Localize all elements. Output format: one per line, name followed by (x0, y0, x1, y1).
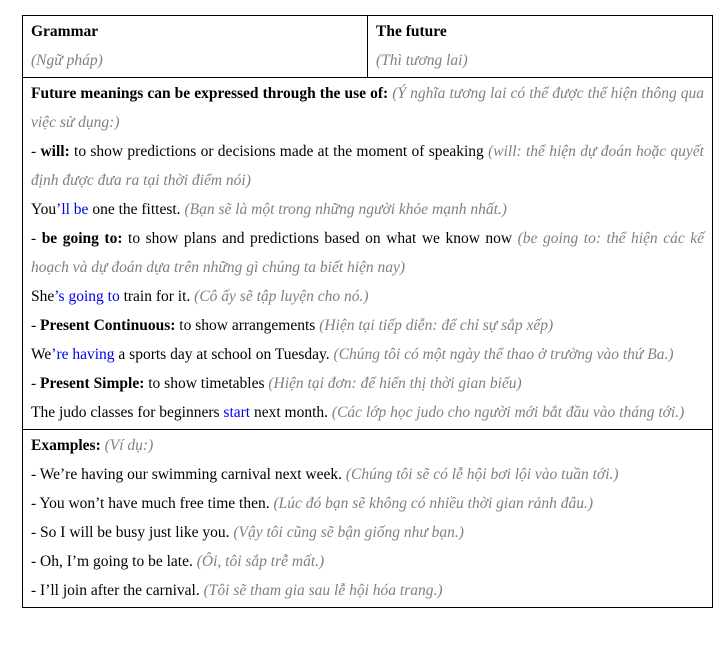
example-item-vi: (Lúc đó bạn sẽ không có nhiều thời gian rảnh đâu.) (273, 495, 594, 512)
examples-title-vi: (Ví dụ:) (104, 437, 154, 454)
use-term: Present Simple: (40, 375, 145, 392)
example-will (31, 195, 704, 224)
example-highlight: ’ll be (56, 201, 89, 218)
example-item-vi: (Tôi sẽ tham gia sau lễ hội hóa trang.) (203, 582, 443, 599)
use-dash: - (31, 230, 42, 247)
topic-title: The future (376, 23, 447, 40)
example-vi: (Các lớp học judo cho người mới bắt đầu vào tháng tới.) (331, 404, 685, 421)
example-pre: We (31, 346, 52, 363)
use-vi: (be going to: thể hiện các kế hoạch và dự đoán dựa trên những gì chúng ta biết hiện nay) (31, 230, 704, 276)
examples-heading (31, 431, 704, 460)
example-item-en: - You won’t have much free time then. (31, 495, 274, 512)
use-term: be going to: (41, 230, 123, 247)
example-item (31, 576, 704, 605)
use-dash: - (31, 375, 41, 392)
example-be-going-to (31, 282, 704, 311)
example-post: next month. (250, 404, 332, 421)
grammar-subtitle: (Ngữ pháp) (31, 52, 103, 69)
intro-en: Future meanings can be expressed through the use of: (31, 85, 389, 102)
example-pre: You (31, 201, 57, 218)
header-row (23, 16, 713, 78)
use-vi: (Hiện tại đơn: để hiển thị thời gian biểu) (268, 375, 522, 392)
usage-row (23, 78, 713, 430)
example-vi: (Bạn sẽ là một trong những người khỏe mạnh nhất.) (184, 201, 507, 218)
header-left-cell (23, 16, 368, 78)
example-present-continuous (31, 340, 704, 369)
examples-title: Examples: (31, 437, 101, 454)
use-desc: to show plans and predictions based on what we know now (122, 230, 518, 247)
usage-cell (23, 78, 713, 430)
use-vi: (Hiện tại tiếp diễn: để chỉ sự sắp xếp) (319, 317, 554, 334)
example-item-en: - Oh, I’m going to be late. (31, 553, 197, 570)
example-item-vi: (Vậy tôi cũng sẽ bận giống như bạn.) (233, 524, 464, 541)
use-dash: - (31, 317, 41, 334)
use-will (31, 137, 704, 195)
use-term: Present Continuous: (40, 317, 176, 334)
example-pre: She (31, 288, 55, 305)
grammar-table (22, 15, 713, 608)
example-item-vi: (Chúng tôi sẽ có lễ hội bơi lội vào tuần tới.) (345, 466, 619, 483)
example-present-simple (31, 398, 704, 427)
example-item (31, 460, 704, 489)
example-item (31, 518, 704, 547)
intro-paragraph (31, 79, 704, 137)
use-desc: to show arrangements (175, 317, 320, 334)
use-present-continuous (31, 311, 704, 340)
example-vi: (Cô ấy sẽ tập luyện cho nó.) (194, 288, 369, 305)
example-item-en: - I’ll join after the carnival. (31, 582, 204, 599)
example-highlight: ’s going to (54, 288, 120, 305)
example-post: one the fittest. (88, 201, 185, 218)
example-item (31, 489, 704, 518)
example-post: train for it. (119, 288, 195, 305)
grammar-title: Grammar (31, 23, 99, 40)
intro-vi: (Ý nghĩa tương lai có thể được thể hiện thông qua việc sử dụng:) (31, 85, 705, 131)
example-highlight: start (223, 404, 251, 421)
example-pre: The judo classes for beginners (31, 404, 224, 421)
example-item-en: - So I will be busy just like you. (31, 524, 234, 541)
use-desc: to show timetables (144, 375, 269, 392)
topic-subtitle: (Thì tương lai) (376, 52, 468, 69)
use-be-going-to (31, 224, 704, 282)
header-right-cell (368, 16, 713, 78)
use-dash: - (31, 143, 41, 160)
example-highlight: ’re having (51, 346, 115, 363)
example-item-vi: (Ôi, tôi sắp trễ mất.) (196, 553, 325, 570)
example-item (31, 547, 704, 576)
example-vi: (Chúng tôi có một ngày thể thao ở trường vào thứ Ba.) (333, 346, 674, 363)
examples-row (23, 430, 713, 608)
examples-cell (23, 430, 713, 608)
use-vi: (will: thể hiện dự đoán hoặc quyết định được đưa ra tại thời điểm nói) (31, 143, 704, 189)
use-desc: to show predictions or decisions made at the moment of speaking (69, 143, 489, 160)
use-present-simple (31, 369, 704, 398)
example-post: a sports day at school on Tuesday. (114, 346, 334, 363)
use-term: will: (40, 143, 70, 160)
example-item-en: - We’re having our swimming carnival next week. (31, 466, 346, 483)
